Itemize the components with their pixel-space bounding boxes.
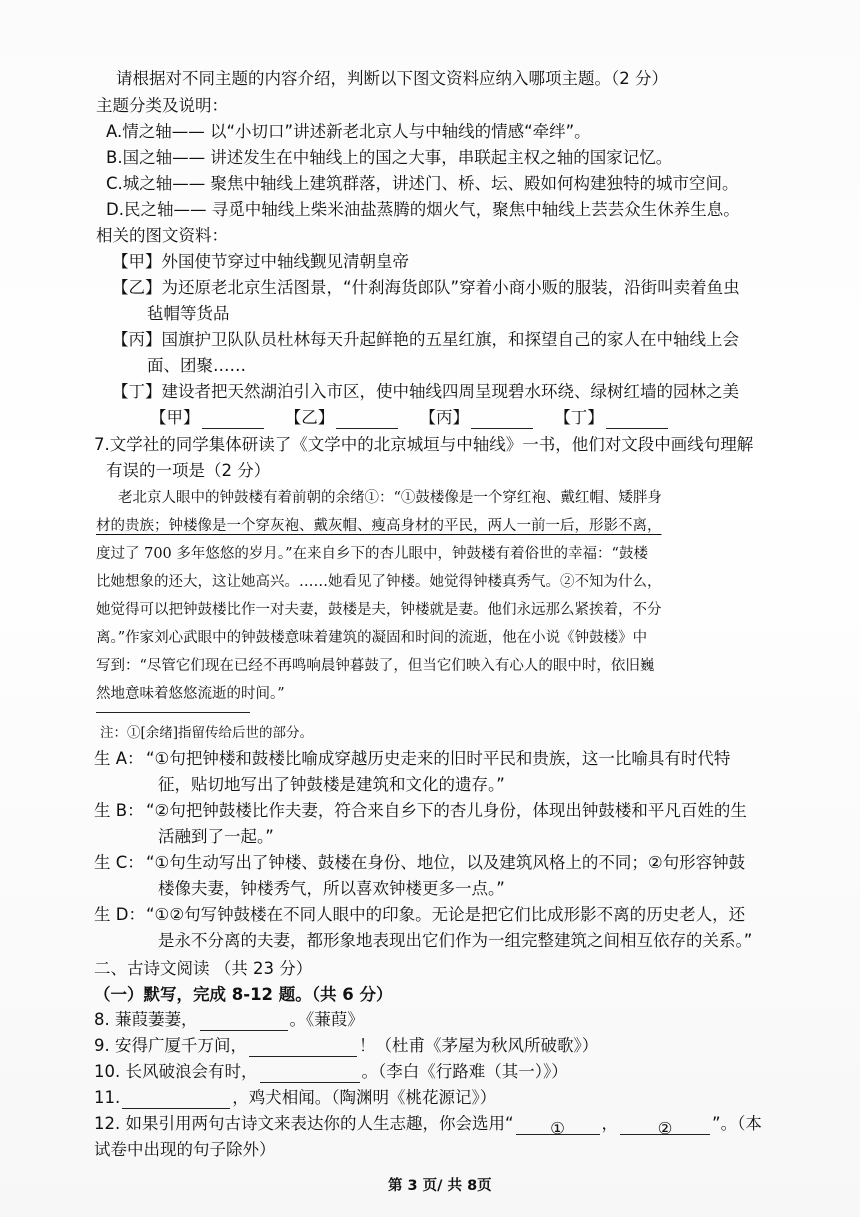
answer-blank-ding[interactable]: [606, 412, 668, 429]
passage-line2: 材的贵族；钟楼像是一个穿灰袍、戴灰帽、瘦高身材的平民，两人一前一后，形影不离，: [96, 518, 662, 534]
passage-line6: 离。”作家刘心武眼中的钟鼓楼意味着建筑的凝固和时间的流逝，他在小说《钟鼓楼》中: [96, 630, 648, 646]
answer-label-yi: 【乙】: [284, 408, 335, 427]
themes-heading: 主题分类及说明：: [96, 96, 228, 115]
option-a-label: 生 A：: [94, 749, 144, 768]
material-jia: 【甲】外国使节穿过中轴线觐见清朝皇帝: [112, 252, 409, 271]
passage-line3: 度过了 700 多年悠悠的岁月。”在来自乡下的杏儿眼中，钟鼓楼有着俗世的幸福：“鼓楼: [96, 546, 648, 562]
theme-a: A.情之轴—— 以“小切口”讲述新老北京人与中轴线的情感“牵绊”。: [106, 122, 591, 141]
q9-pre: 9. 安得广厦千万间，: [94, 1036, 247, 1055]
option-c-line1: “①句生动写出了钟楼、鼓楼在身份、地位，以及建筑风格上的不同；②句形容钟鼓: [146, 853, 746, 872]
q8-pre: 8. 蒹葭萋萋，: [94, 1010, 198, 1029]
q11-post: ，鸡犬相闻。（陶渊明《桃花源记》）: [232, 1088, 497, 1107]
passage-line8: 然地意味着悠悠流逝的时间。”: [96, 686, 285, 702]
q10-post: 。（李白《行路难（其一）》）: [361, 1062, 568, 1081]
answer-blank-yi[interactable]: [336, 412, 398, 429]
material-yi-cont: 毡帽等货品: [147, 304, 230, 323]
section2-heading: 二、古诗文阅读 （共 23 分）: [94, 959, 313, 978]
material-yi: 【乙】为还原老北京生活图景，“什刹海货郎队”穿着小商小贩的服装，沿街叫卖着鱼虫: [112, 278, 740, 297]
materials-heading: 相关的图文资料：: [96, 226, 228, 245]
q10-blank[interactable]: [260, 1066, 360, 1083]
q12-blank-1[interactable]: [516, 1118, 600, 1138]
answer-label-jia: 【甲】: [150, 408, 200, 427]
q9: [94, 1035, 598, 1057]
q12-blank-2[interactable]: [620, 1118, 710, 1138]
material-ding: 【丁】建设者把天然湖泊引入市区，使中轴线四周呈现碧水环绕、绿树红墙的园林之美: [112, 382, 739, 401]
option-b-label: 生 B：: [94, 801, 144, 820]
option-c-line2: 楼像夫妻，钟楼秀气，所以喜欢钟楼更多一点。”: [158, 879, 505, 898]
answer-blank-jia[interactable]: [202, 412, 264, 429]
q12-mark-2: ②: [657, 1119, 673, 1138]
option-d-line1: “①②句写钟鼓楼在不同人眼中的印象。无论是把它们比成形影不离的历史老人，还: [146, 905, 746, 924]
q8-blank[interactable]: [200, 1014, 288, 1031]
option-b-line2: 活融到了一起。”: [158, 827, 274, 846]
option-d-label: 生 D：: [94, 905, 145, 924]
q10: [94, 1061, 568, 1083]
q10-pre: 10. 长风破浪会有时，: [94, 1062, 258, 1081]
material-bing-cont: 面、团聚……: [147, 356, 246, 375]
answer-row: [150, 407, 670, 429]
footnote-divider: [96, 712, 250, 713]
q7-line2: 有误的一项是（2 分）: [106, 461, 271, 480]
q12-post: ”。（本: [712, 1114, 762, 1133]
q12-pre: 12. 如果引用两句古诗文来表达你的人生志趣，你会选用“: [94, 1114, 514, 1133]
answer-blank-bing[interactable]: [471, 412, 533, 429]
option-a-line2: 征，贴切地写出了钟鼓楼是建筑和文化的遗存。”: [158, 775, 505, 794]
q9-post: ！（杜甫《茅屋为秋风所破歌》）: [359, 1036, 599, 1055]
q12-mark-1: ①: [550, 1119, 565, 1138]
theme-c: C.城之轴—— 聚焦中轴线上建筑群落，讲述门、桥、坛、殿如何构建独特的城市空间。: [106, 174, 739, 193]
subsection1-heading: （一）默写，完成 8-12 题。（共 6 分）: [94, 985, 393, 1004]
passage-line4: 比她想象的还大，这让她高兴。……她看见了钟楼。她觉得钟楼真秀气。②不知为什么，: [96, 574, 662, 590]
option-a-line1: “①句把钟楼和鼓楼比喻成穿越历史走来的旧时平民和贵族，这一比喻具有时代特: [146, 749, 731, 768]
q7-line1: 7.文学社的同学集体研读了《文学中的北京城垣与中轴线》一书，他们对文段中画线句理解: [94, 435, 754, 454]
option-c-label: 生 C：: [94, 853, 144, 872]
q12-sep: ，: [601, 1114, 619, 1133]
page-footer: 第 3 页/ 共 8页: [388, 1178, 492, 1194]
passage-line7: 写到：“尽管它们现在已经不再鸣响晨钟暮鼓了，但当它们映入有心人的眼中时，依旧巍: [96, 658, 655, 674]
material-bing: 【丙】国旗护卫队队员杜林每天升起鲜艳的五星红旗，和探望自己的家人在中轴线上会: [112, 330, 739, 349]
theme-d: D.民之轴—— 寻觅中轴线上柴米油盐蒸腾的烟火气，聚焦中轴线上芸芸众生休养生息。: [106, 200, 740, 219]
option-b-line1: “②句把钟鼓楼比作夫妻，符合来自乡下的杏儿身份，体现出钟鼓楼和平凡百姓的生: [146, 801, 747, 820]
answer-label-bing: 【丙】: [419, 408, 469, 427]
q11-blank[interactable]: [122, 1092, 230, 1109]
q12-line2: 试卷中出现的句子除外）: [94, 1140, 276, 1159]
q9-blank[interactable]: [249, 1040, 357, 1057]
theme-b: B.国之轴—— 讲述发生在中轴线上的国之大事，串联起主权之轴的国家记忆。: [106, 148, 673, 167]
q8-post: 。《蒹葭》: [289, 1010, 364, 1029]
q8: [94, 1009, 364, 1031]
footnote: 注：①[余绪]指留传给后世的部分。: [100, 725, 314, 741]
q12: [94, 1113, 762, 1138]
q11: [94, 1087, 496, 1109]
option-d-line2: 是永不分离的夫妻，都形象地表现出它们作为一组完整建筑之间相互依存的关系。”: [158, 931, 753, 950]
answer-label-ding: 【丁】: [554, 408, 604, 427]
intro-text: 请根据对不同主题的内容介绍，判断以下图文资料应纳入哪项主题。（2 分）: [116, 69, 668, 88]
q11-pre: 11.: [94, 1088, 121, 1107]
passage-line1: 老北京人眼中的钟鼓楼有着前朝的余绪①：“①鼓楼像是一个穿红袍、戴红帽、矮胖身: [118, 490, 662, 506]
passage-line5: 她觉得可以把钟鼓楼比作一对夫妻，鼓楼是夫，钟楼就是妻。他们永远那么紧挨着，不分: [96, 602, 662, 618]
